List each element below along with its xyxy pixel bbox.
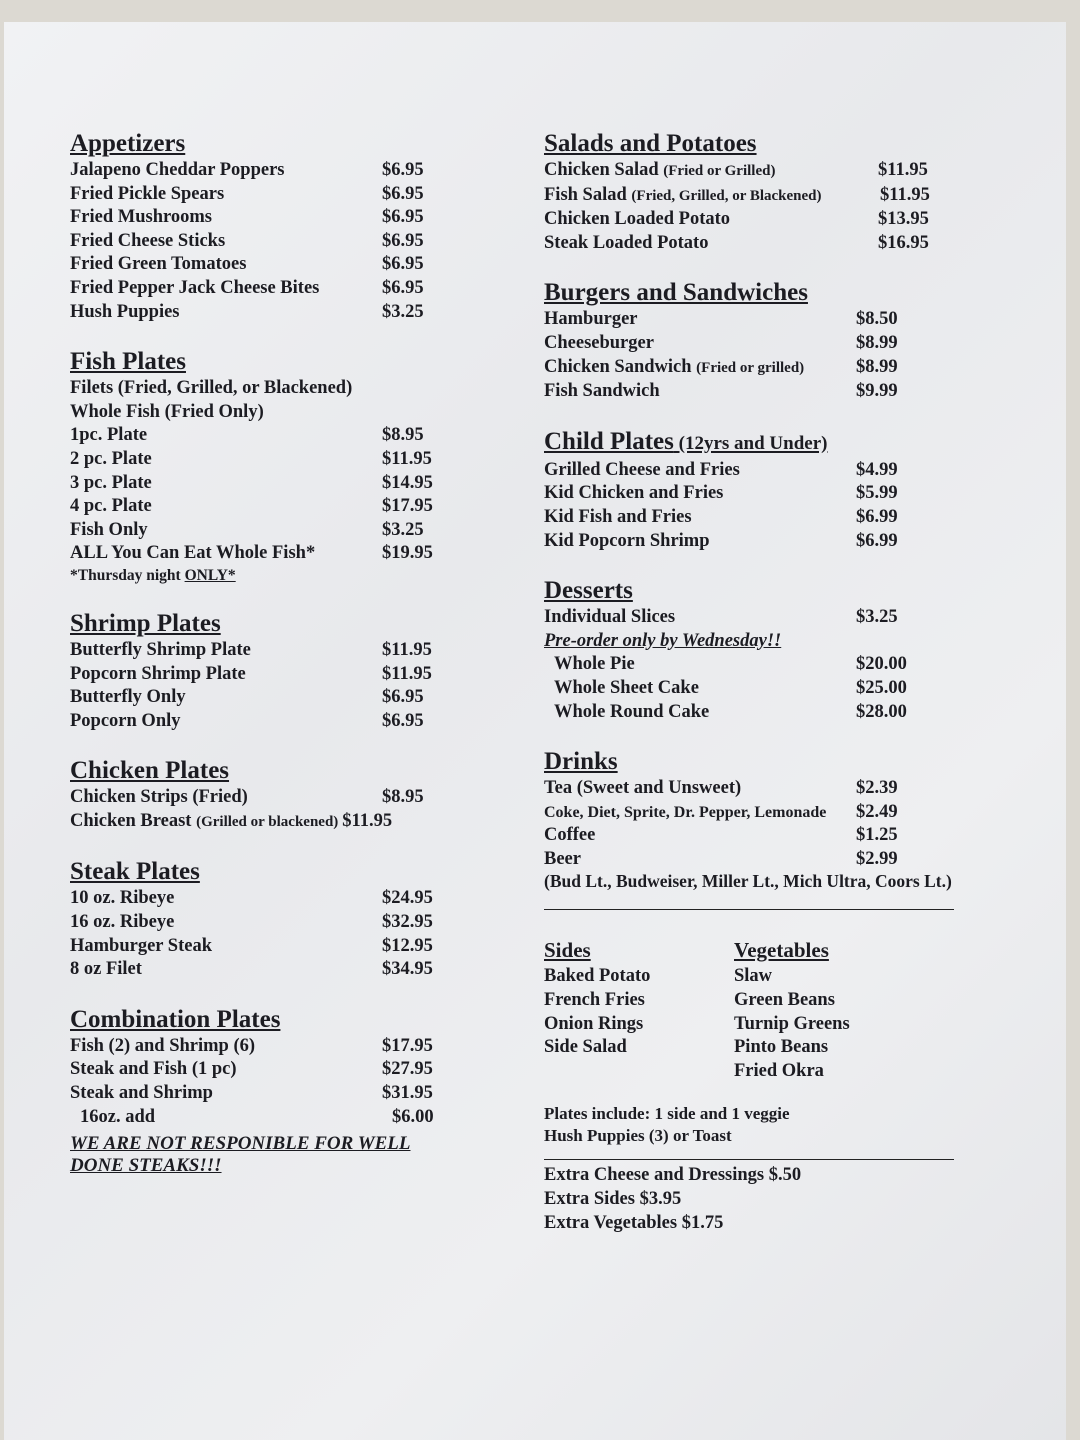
extras-list bbox=[544, 1164, 974, 1235]
menu-item: Fried Green Tomatoes $6.95 bbox=[70, 254, 424, 275]
list-item: Side Salad bbox=[544, 1037, 627, 1058]
list-item: Turnip Greens bbox=[734, 1013, 850, 1034]
menu-item: Fish Sandwich $9.99 bbox=[544, 381, 898, 402]
menu-item: Fried Mushrooms $6.95 bbox=[70, 207, 424, 228]
sides-vegetables bbox=[544, 936, 974, 1083]
chicken-plates-section bbox=[70, 757, 470, 834]
menu-item: Coke, Diet, Sprite, Dr. Pepper, Lemonade $2.49 bbox=[544, 801, 898, 822]
menu-item: Fried Pickle Spears $6.95 bbox=[70, 183, 424, 204]
menu-item: Fish Salad (Fried, Grilled, or Blackened) $11.95 bbox=[544, 184, 930, 205]
menu-sheet bbox=[4, 22, 1066, 1440]
menu-item: Butterfly Only $6.95 bbox=[70, 687, 424, 708]
list-item: French Fries bbox=[544, 990, 645, 1011]
menu-item: Fried Cheese Sticks $6.95 bbox=[70, 230, 424, 251]
menu-item: 3 pc. Plate $14.95 bbox=[70, 472, 433, 493]
menu-item: Chicken Breast (Grilled or blackened) $11.95 bbox=[70, 810, 393, 831]
section-title: Burgers and Sandwiches bbox=[544, 279, 808, 307]
extra-item: Extra Sides $3.95 bbox=[544, 1189, 682, 1210]
salads-potatoes-section bbox=[544, 130, 974, 255]
drinks-section bbox=[544, 748, 974, 891]
section-title: Child Plates (12yrs and Under) bbox=[544, 427, 828, 455]
steak-warning: WE ARE NOT RESPONIBLE FOR WELL DONE STEAKS!!! bbox=[70, 1133, 411, 1177]
desserts-section bbox=[544, 577, 974, 724]
menu-item: Chicken Salad (Fried or Grilled) $11.95 bbox=[544, 160, 928, 180]
list-item: Slaw bbox=[734, 966, 773, 987]
preorder-note: Pre-order only by Wednesday!! bbox=[544, 630, 782, 651]
menu-item: 8 oz Filet $34.95 bbox=[70, 959, 433, 980]
menu-item: Butterfly Shrimp Plate $11.95 bbox=[70, 639, 432, 660]
menu-item: Chicken Sandwich (Fried or grilled) $8.99 bbox=[544, 356, 898, 377]
menu-item: Kid Chicken and Fries $5.99 bbox=[544, 483, 898, 504]
list-item: Baked Potato bbox=[544, 966, 651, 987]
menu-item: Grilled Cheese and Fries $4.99 bbox=[544, 459, 898, 480]
appetizers-section bbox=[70, 130, 470, 324]
burgers-sandwiches-section bbox=[544, 279, 974, 403]
list-item: Pinto Beans bbox=[734, 1037, 829, 1058]
menu-item: Whole Round Cake $28.00 bbox=[554, 701, 907, 722]
beer-brands: (Bud Lt., Budweiser, Miller Lt., Mich Ultra, Coors Lt.) bbox=[544, 871, 952, 892]
menu-item: Fried Pepper Jack Cheese Bites $6.95 bbox=[70, 277, 424, 298]
extra-item: Extra Cheese and Dressings $.50 bbox=[544, 1165, 802, 1186]
menu-item: Steak and Fish (1 pc) $27.95 bbox=[70, 1059, 433, 1080]
menu-left-column bbox=[70, 130, 470, 1201]
plates-include: Plates include: 1 side and 1 veggie Hush Puppies (3) or Toast bbox=[544, 1104, 790, 1146]
menu-item: 10 oz. Ribeye $24.95 bbox=[70, 888, 433, 909]
menu-item: Whole Pie $20.00 bbox=[554, 654, 907, 675]
menu-right-column bbox=[544, 130, 974, 1235]
divider bbox=[544, 1159, 954, 1160]
combination-plates-section bbox=[70, 1006, 470, 1177]
menu-item: Fish (2) and Shrimp (6) $17.95 bbox=[70, 1035, 433, 1056]
menu-item: Fish Only $3.25 bbox=[70, 519, 424, 540]
menu-item-addon: 16oz. add $6.00 bbox=[80, 1106, 434, 1127]
menu-item: Steak and Shrimp $31.95 bbox=[70, 1083, 433, 1104]
menu-item: Kid Fish and Fries $6.99 bbox=[544, 506, 898, 527]
shrimp-plates-section bbox=[70, 610, 470, 733]
menu-item: 16 oz. Ribeye $32.95 bbox=[70, 912, 433, 933]
menu-item: Whole Sheet Cake $25.00 bbox=[554, 677, 907, 698]
menu-item: 4 pc. Plate $17.95 bbox=[70, 496, 433, 517]
fish-option-line: Filets (Fried, Grilled, or Blackened) bbox=[70, 378, 353, 399]
sides-list bbox=[544, 936, 734, 1083]
list-item: Fried Okra bbox=[734, 1060, 824, 1081]
section-title: Steak Plates bbox=[70, 858, 200, 886]
section-title: Fish Plates bbox=[70, 348, 186, 376]
menu-item: Hamburger Steak $12.95 bbox=[70, 935, 433, 956]
list-item: Green Beans bbox=[734, 990, 835, 1011]
menu-item: Individual Slices $3.25 bbox=[544, 607, 898, 628]
section-title: Chicken Plates bbox=[70, 757, 230, 785]
section-title: Vegetables bbox=[734, 938, 829, 963]
menu-item: Cheeseburger $8.99 bbox=[544, 332, 898, 353]
fish-plates-section bbox=[70, 348, 470, 586]
section-title: Combination Plates bbox=[70, 1005, 281, 1033]
divider bbox=[544, 909, 954, 910]
menu-item: ALL You Can Eat Whole Fish* $19.95 bbox=[70, 543, 433, 564]
list-item: Onion Rings bbox=[544, 1013, 644, 1034]
section-title: Shrimp Plates bbox=[70, 609, 221, 637]
extra-item: Extra Vegetables $1.75 bbox=[544, 1212, 724, 1233]
fish-option-line: Whole Fish (Fried Only) bbox=[70, 401, 264, 422]
menu-item: 1pc. Plate $8.95 bbox=[70, 425, 424, 446]
menu-item: Hamburger $8.50 bbox=[544, 309, 898, 330]
section-title: Salads and Potatoes bbox=[544, 130, 757, 157]
vegetables-list bbox=[734, 936, 924, 1083]
menu-item: Tea (Sweet and Unsweet) $2.39 bbox=[544, 778, 898, 799]
child-plates-section bbox=[544, 428, 974, 553]
steak-plates-section bbox=[70, 858, 470, 981]
menu-item: Chicken Loaded Potato $13.95 bbox=[544, 209, 929, 230]
section-title: Appetizers bbox=[70, 130, 186, 157]
menu-item: Steak Loaded Potato $16.95 bbox=[544, 232, 929, 253]
section-title: Sides bbox=[544, 938, 591, 963]
menu-item: 2 pc. Plate $11.95 bbox=[70, 448, 432, 469]
menu-item: Jalapeno Cheddar Poppers $6.95 bbox=[70, 160, 424, 180]
menu-item: Coffee $1.25 bbox=[544, 825, 898, 846]
menu-item: Beer $2.99 bbox=[544, 848, 898, 869]
menu-item: Popcorn Only $6.95 bbox=[70, 710, 424, 731]
menu-item: Popcorn Shrimp Plate $11.95 bbox=[70, 663, 432, 684]
section-title: Drinks bbox=[544, 748, 618, 776]
thursday-note: *Thursday night ONLY* bbox=[70, 566, 236, 584]
menu-item: Kid Popcorn Shrimp $6.99 bbox=[544, 530, 898, 551]
section-title: Desserts bbox=[544, 577, 633, 605]
menu-item: Hush Puppies $3.25 bbox=[70, 301, 424, 322]
menu-item: Chicken Strips (Fried) $8.95 bbox=[70, 787, 424, 808]
